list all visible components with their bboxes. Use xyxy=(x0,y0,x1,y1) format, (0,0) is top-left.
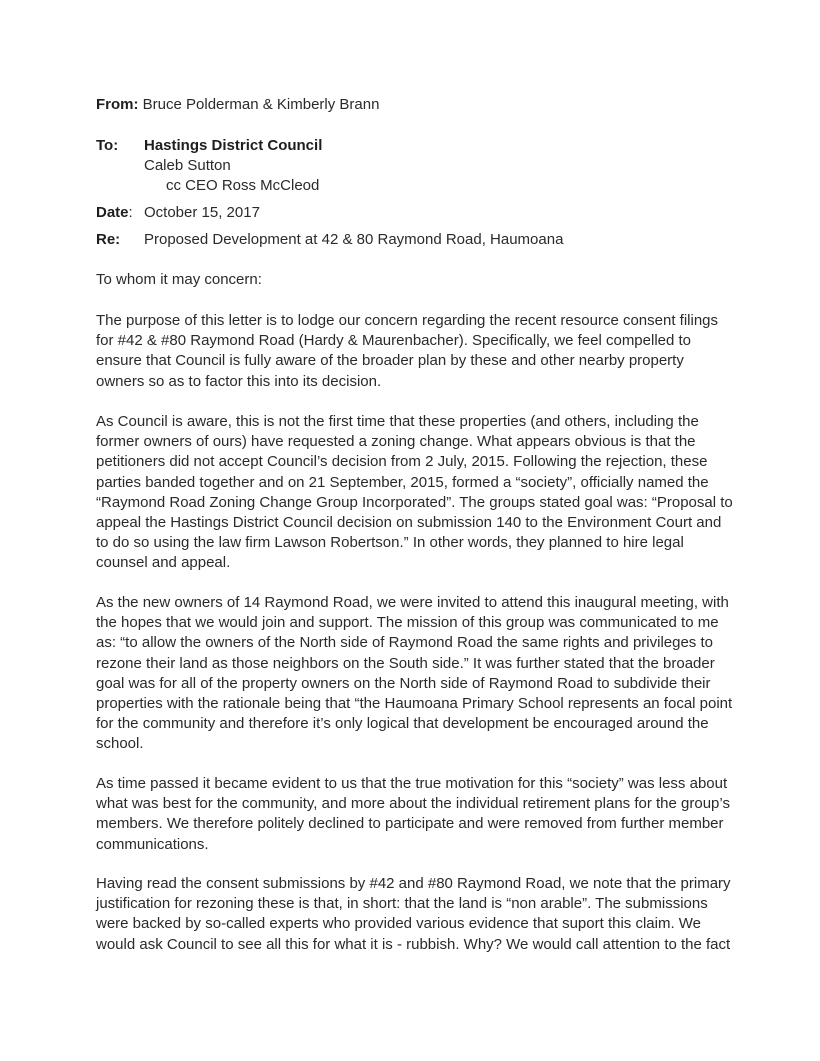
paragraph-text: As Council is aware, this is not the first time that these properties (and others, including the former owners of ours) have requested a zoning change. What appears obvious is that the petitioners did not accept Council’s decision from 2 July, 2015. Following the rejection, these parties banded together and on 21 September, 2015, formed a “society”, officially named the “Raymond Road Zoning Change Group Incorporated”. The groups stated goal was: “Proposal to appeal the Hastings District Council decision on submission 140 to the Environment Court and to do so using the law firm Lawson Robertson.” In other words, they planned to hire legal counsel and appeal. xyxy=(96,413,733,572)
from-line xyxy=(96,95,379,115)
salutation: To whom it may concern: xyxy=(96,271,262,288)
date-label: Date xyxy=(96,204,129,221)
to-person: Caleb Sutton xyxy=(144,157,231,174)
date-label-line xyxy=(96,203,133,223)
body-paragraph xyxy=(96,311,736,392)
re-value: Proposed Development at 42 & 80 Raymond Road, Haumoana xyxy=(144,231,564,248)
from-value: Bruce Polderman & Kimberly Brann xyxy=(142,96,380,113)
body-paragraph xyxy=(96,593,736,755)
to-organization: Hastings District Council xyxy=(144,137,323,154)
paragraph-text: Having read the consent submissions by #42 and #80 Raymond Road, we note that the primary justification for rezoning these is that, in short: that the land is “non arable”. The submissions were backed by so-called experts who provided various evidence that suport this claim. We would ask Council to see all this for what it is - rubbish. Why? We would call attention to the fact xyxy=(96,875,731,953)
paragraph-text: As time passed it became evident to us that the true motivation for this “society” was less about what was best for the community, and more about the individual retirement plans for the group’s members. We therefore politely declined to participate and were removed from further member communications. xyxy=(96,775,730,853)
to-cc: cc CEO Ross McCleod xyxy=(166,177,320,194)
from-label: From: xyxy=(96,96,139,113)
body-paragraph xyxy=(96,412,736,574)
re-label: Re: xyxy=(96,231,121,248)
paragraph-text: The purpose of this letter is to lodge our concern regarding the recent resource consent filings for #42 & #80 Raymond Road (Hardy & Maurenbacher). Specifically, we feel compelled to ensure that Council is fully aware of the broader plan by these and other nearby property owners so as to factor this into its decision. xyxy=(96,312,719,390)
body-paragraph xyxy=(96,774,736,855)
body-paragraph xyxy=(96,874,736,955)
to-label: To: xyxy=(96,137,119,154)
date-colon: : xyxy=(128,204,133,221)
paragraph-text: As the new owners of 14 Raymond Road, we were invited to attend this inaugural meeting, with the hopes that we would join and support. The mission of this group was communicated to me as: “to allow the owners of the North side of Raymond Road the same rights and privileges to rezone their land as those neighbors on the South side.” It was further stated that the broader goal was for all of the property owners on the North side of Raymond Road to subdivide their properties with the rationale being that “the Haumoana Primary School represents an focal point for the community and therefore it’s only logical that development be encouraged around the school. xyxy=(96,594,733,753)
date-value: October 15, 2017 xyxy=(144,204,260,221)
